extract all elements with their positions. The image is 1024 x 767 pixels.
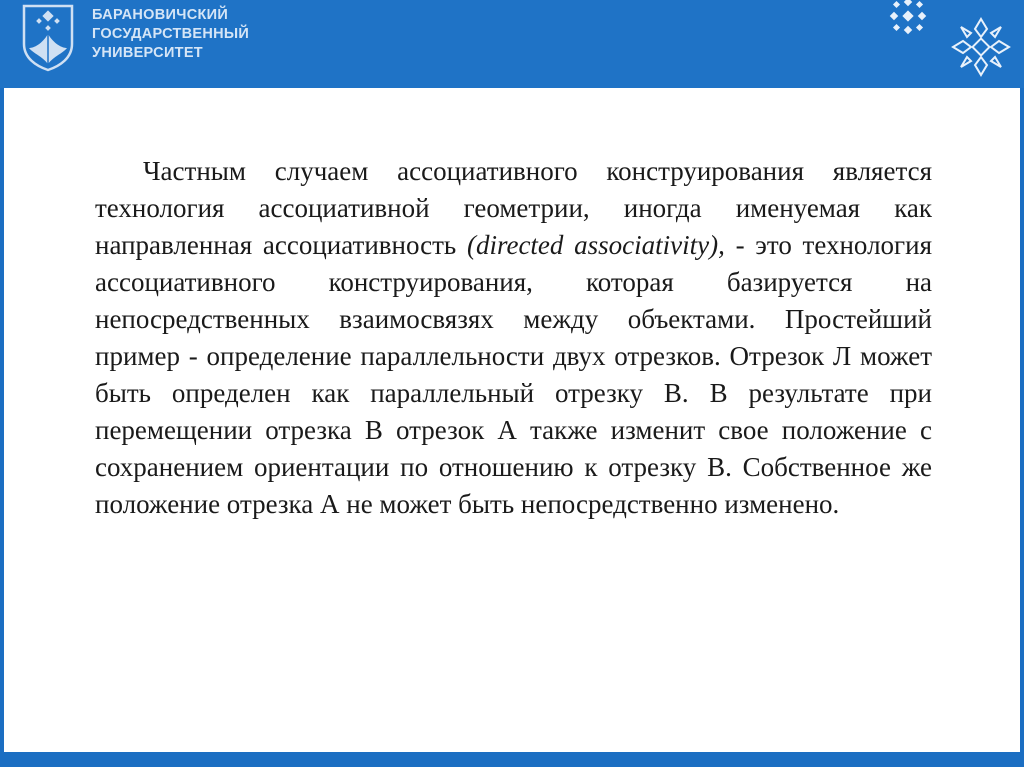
university-name	[92, 6, 249, 63]
university-name-line-3: УНИВЕРСИТЕТ	[92, 45, 203, 61]
university-name-line-2: ГОСУДАРСТВЕННЫЙ	[92, 26, 250, 42]
university-name-line-1: БАРАНОВИЧСКИЙ	[92, 7, 229, 23]
slide-paragraph	[95, 153, 932, 523]
footer-bar	[0, 752, 1024, 767]
snowflake-ornament-icon	[950, 16, 1012, 78]
paragraph-italic-term: (directed associativity),	[466, 230, 725, 260]
university-crest-icon	[20, 4, 76, 72]
snowflake-ornament-icon	[882, 0, 934, 36]
paragraph-text-2: - это технология ассоциативного конструирования, которая базируется на непосредственных взаимосвязях между объектами. Простейший пример - определение параллельности двух отрезков. Отрезок Л может быть определен как параллельный отрезку В. В результате при перемещении отрезка В отрезок А также изменит свое положение с сохранением ориентации по отношению к отрезку В. Собственное же положение отрезка А не может быть непосредственно изменено.	[95, 230, 932, 519]
header-bar	[0, 0, 1024, 88]
paragraph-text-1: Частным случаем ассоциативного конструирования является технология ассоциативной геометрии, иногда именуемая как направленная ассоциативность	[95, 156, 932, 260]
